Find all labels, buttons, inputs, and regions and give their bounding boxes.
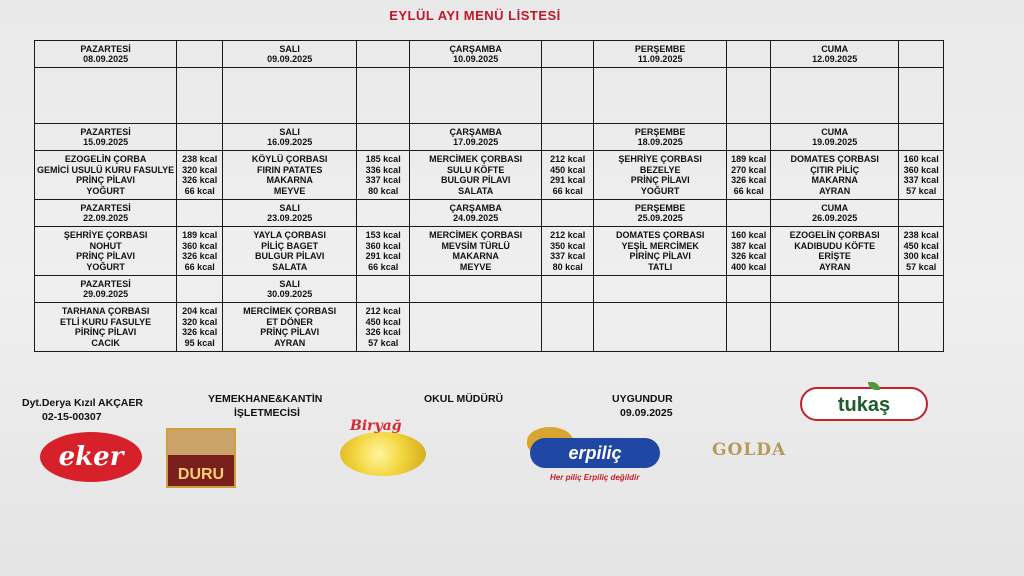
day-date: 12.09.2025 bbox=[812, 54, 858, 64]
day-date: 24.09.2025 bbox=[453, 213, 499, 223]
dish-kcal: 360 kcal bbox=[365, 240, 401, 251]
kcal-header-cell bbox=[357, 276, 410, 303]
day-header bbox=[594, 41, 727, 68]
kcal-cell bbox=[542, 303, 594, 352]
dish-name: MAKARNA bbox=[811, 175, 858, 185]
dish-name: AYRAN bbox=[819, 261, 851, 272]
kcal-header-cell bbox=[727, 124, 771, 151]
kcal-cell bbox=[357, 68, 410, 124]
duru-logo: DURU bbox=[166, 428, 236, 488]
dish-name: YEŞİL MERCİMEK bbox=[621, 240, 699, 251]
dish-name: DOMATES ÇORBASI bbox=[616, 230, 705, 240]
dish-kcal: 336 kcal bbox=[365, 164, 401, 175]
week-header-row bbox=[35, 41, 944, 68]
dish-kcal: 326 kcal bbox=[182, 327, 218, 337]
dish-kcal: 66 kcal bbox=[184, 261, 215, 272]
dish-kcal: 291 kcal bbox=[365, 251, 401, 261]
day-header bbox=[771, 276, 899, 303]
day-date: 26.09.2025 bbox=[812, 213, 858, 223]
kcal-cell bbox=[357, 227, 410, 276]
dish-name: AYRAN bbox=[274, 337, 306, 348]
erpilic-logo: erpiliç bbox=[530, 438, 660, 468]
day-name: CUMA bbox=[821, 43, 849, 54]
day-date: 10.09.2025 bbox=[453, 54, 499, 64]
dish-kcal: 350 kcal bbox=[550, 240, 586, 251]
day-header bbox=[771, 41, 899, 68]
day-date: 08.09.2025 bbox=[83, 54, 129, 64]
dish-kcal: 204 kcal bbox=[182, 306, 218, 316]
day-header bbox=[594, 200, 727, 227]
kcal-cell bbox=[899, 227, 944, 276]
day-date: 22.09.2025 bbox=[83, 213, 129, 223]
day-header bbox=[35, 124, 177, 151]
dish-kcal: 291 kcal bbox=[550, 175, 586, 185]
day-name: PERŞEMBE bbox=[634, 202, 686, 213]
dish-cell bbox=[771, 68, 899, 124]
kcal-header-cell bbox=[899, 41, 944, 68]
dish-kcal: 450 kcal bbox=[903, 240, 939, 251]
dish-kcal: 337 kcal bbox=[550, 251, 586, 261]
day-date: 23.09.2025 bbox=[267, 213, 313, 223]
dish-name: MERCİMEK ÇORBASI bbox=[429, 230, 523, 240]
day-date: 18.09.2025 bbox=[637, 137, 683, 147]
eker-logo: eker bbox=[40, 432, 142, 482]
dish-cell bbox=[410, 68, 542, 124]
dish-name: MAKARNA bbox=[452, 251, 499, 261]
dietitian-signature bbox=[22, 396, 143, 424]
dish-kcal: 400 kcal bbox=[731, 261, 767, 272]
dietitian-id: 02-15-00307 bbox=[42, 411, 102, 423]
day-name: SALI bbox=[279, 202, 300, 213]
week-dishes-row bbox=[35, 303, 944, 352]
day-name: CUMA bbox=[821, 202, 849, 213]
dish-kcal: 189 kcal bbox=[182, 230, 218, 240]
dish-name: ERİŞTE bbox=[818, 251, 851, 261]
biryag-logo-emblem bbox=[340, 432, 426, 476]
dish-cell bbox=[35, 303, 177, 352]
approval-signature bbox=[612, 392, 673, 420]
dish-cell bbox=[771, 227, 899, 276]
dish-kcal: 160 kcal bbox=[903, 154, 939, 164]
dish-kcal: 300 kcal bbox=[903, 251, 939, 261]
dish-kcal: 326 kcal bbox=[365, 327, 401, 337]
dish-kcal: 320 kcal bbox=[182, 316, 218, 327]
dish-name: PRİNÇ PİLAVI bbox=[630, 175, 690, 185]
dish-kcal: 57 kcal bbox=[906, 185, 937, 196]
dish-name: TATLI bbox=[648, 261, 673, 272]
dish-kcal: 212 kcal bbox=[365, 306, 401, 316]
dish-cell bbox=[594, 303, 727, 352]
dish-kcal: 57 kcal bbox=[906, 261, 937, 272]
kcal-header-cell bbox=[542, 41, 594, 68]
dish-kcal: 326 kcal bbox=[731, 251, 767, 261]
dish-name: GEMİCİ USULÜ KURU FASULYE bbox=[37, 164, 175, 175]
dish-name: BEZELYE bbox=[639, 164, 681, 175]
dish-name: YOĞURT bbox=[86, 185, 125, 196]
dish-cell bbox=[771, 303, 899, 352]
day-date: 09.09.2025 bbox=[267, 54, 313, 64]
day-name: PAZARTESİ bbox=[80, 43, 131, 54]
day-name: PERŞEMBE bbox=[634, 126, 686, 137]
kcal-cell bbox=[357, 151, 410, 200]
dish-name: MEVSİM TÜRLÜ bbox=[441, 240, 510, 251]
kcal-cell bbox=[357, 303, 410, 352]
dish-name: FIRIN PATATES bbox=[257, 164, 323, 175]
kcal-header-cell bbox=[899, 124, 944, 151]
dish-kcal: 337 kcal bbox=[903, 175, 939, 185]
dish-kcal: 153 kcal bbox=[365, 230, 401, 240]
dish-cell bbox=[410, 151, 542, 200]
kcal-cell bbox=[177, 303, 223, 352]
day-header bbox=[410, 41, 542, 68]
kcal-cell bbox=[177, 151, 223, 200]
kcal-header-cell bbox=[542, 276, 594, 303]
dish-cell bbox=[223, 68, 357, 124]
dish-kcal: 80 kcal bbox=[552, 261, 583, 272]
day-name: ÇARŞAMBA bbox=[449, 126, 502, 137]
day-header bbox=[35, 276, 177, 303]
dish-cell bbox=[223, 303, 357, 352]
canteen-label-2: İŞLETMECİSİ bbox=[234, 407, 300, 419]
day-date: 11.09.2025 bbox=[637, 54, 683, 64]
kcal-header-cell bbox=[727, 41, 771, 68]
dish-kcal: 326 kcal bbox=[182, 175, 218, 185]
kcal-header-cell bbox=[542, 124, 594, 151]
dish-name: AYRAN bbox=[819, 185, 851, 196]
dish-kcal: 326 kcal bbox=[182, 251, 218, 261]
dish-name: CACIK bbox=[91, 337, 120, 348]
day-header bbox=[771, 200, 899, 227]
dish-kcal: 212 kcal bbox=[550, 154, 586, 164]
dish-kcal: 95 kcal bbox=[184, 337, 215, 348]
dish-name: PRİNÇ PİLAVI bbox=[76, 251, 136, 261]
biryag-logo: Biryağ bbox=[350, 418, 402, 434]
kcal-cell bbox=[899, 303, 944, 352]
golda-logo: GOLDA bbox=[712, 440, 787, 460]
tukas-logo: tukaş bbox=[800, 387, 928, 421]
dish-name: ŞEHRİYE ÇORBASI bbox=[618, 154, 702, 164]
day-date: 19.09.2025 bbox=[812, 137, 858, 147]
dish-cell bbox=[594, 68, 727, 124]
kcal-header-cell bbox=[177, 200, 223, 227]
dish-name: ÇITIR PİLİÇ bbox=[810, 164, 860, 175]
dish-name: KADIBUDU KÖFTE bbox=[794, 240, 876, 251]
day-name: CUMA bbox=[821, 126, 849, 137]
dish-name: SALATA bbox=[272, 261, 308, 272]
dish-name: EZOGELİN ÇORBASI bbox=[789, 230, 880, 240]
week-header-row bbox=[35, 124, 944, 151]
kcal-header-cell bbox=[727, 276, 771, 303]
approved-label: UYGUNDUR bbox=[612, 393, 673, 405]
dish-name: MEYVE bbox=[459, 261, 492, 272]
day-name: PAZARTESİ bbox=[80, 278, 131, 289]
kcal-cell bbox=[899, 68, 944, 124]
dish-name: TARHANA ÇORBASI bbox=[61, 306, 150, 316]
dish-cell bbox=[35, 68, 177, 124]
kcal-cell bbox=[542, 227, 594, 276]
dish-name: YAYLA ÇORBASI bbox=[253, 230, 326, 240]
kcal-cell bbox=[177, 68, 223, 124]
day-name: SALI bbox=[279, 126, 300, 137]
kcal-header-cell bbox=[177, 41, 223, 68]
kcal-header-cell bbox=[899, 276, 944, 303]
approved-date: 09.09.2025 bbox=[620, 407, 673, 419]
day-header bbox=[594, 124, 727, 151]
day-date: 15.09.2025 bbox=[83, 137, 129, 147]
week-dishes-row bbox=[35, 68, 944, 124]
kcal-cell bbox=[542, 68, 594, 124]
day-name: ÇARŞAMBA bbox=[449, 202, 502, 213]
day-name: PERŞEMBE bbox=[634, 43, 686, 54]
day-header bbox=[410, 276, 542, 303]
dish-kcal: 66 kcal bbox=[368, 261, 399, 272]
day-header bbox=[35, 200, 177, 227]
day-date: 17.09.2025 bbox=[453, 137, 499, 147]
dish-name: PRİNÇ PİLAVI bbox=[260, 327, 320, 337]
dish-name: PİRİNÇ PİLAVI bbox=[629, 251, 691, 261]
dish-cell bbox=[223, 227, 357, 276]
day-header bbox=[594, 276, 727, 303]
canteen-signature bbox=[208, 392, 322, 420]
dish-cell bbox=[410, 303, 542, 352]
dish-name: BULGUR PİLAVI bbox=[441, 175, 511, 185]
dish-cell bbox=[410, 227, 542, 276]
dish-cell bbox=[35, 151, 177, 200]
kcal-header-cell bbox=[357, 41, 410, 68]
dish-kcal: 66 kcal bbox=[184, 185, 215, 196]
dish-name: EZOGELİN ÇORBA bbox=[64, 154, 147, 164]
dish-cell bbox=[594, 151, 727, 200]
dish-name: PRİNÇ PİLAVI bbox=[76, 175, 136, 185]
dish-kcal: 66 kcal bbox=[552, 185, 583, 196]
day-name: PAZARTESİ bbox=[80, 202, 131, 213]
dish-name: MERCİMEK ÇORBASI bbox=[243, 306, 337, 316]
dish-name: PİRİNÇ PİLAVI bbox=[74, 327, 137, 337]
week-dishes-row bbox=[35, 227, 944, 276]
dish-name: BULGUR PİLAVI bbox=[255, 251, 325, 261]
dish-name: DOMATES ÇORBASI bbox=[790, 154, 879, 164]
dish-name: SALATA bbox=[458, 185, 494, 196]
dish-name: YOĞURT bbox=[86, 261, 125, 272]
dish-name: SULU KÖFTE bbox=[446, 164, 505, 175]
dish-name: MERCİMEK ÇORBASI bbox=[429, 154, 523, 164]
menu-table bbox=[34, 40, 944, 352]
kcal-cell bbox=[177, 227, 223, 276]
canteen-label-1: YEMEKHANE&KANTİN bbox=[208, 393, 323, 405]
kcal-header-cell bbox=[357, 200, 410, 227]
dish-name: ŞEHRİYE ÇORBASI bbox=[63, 230, 148, 240]
kcal-header-cell bbox=[357, 124, 410, 151]
dish-kcal: 80 kcal bbox=[368, 185, 399, 196]
menu-title: EYLÜL AYI MENÜ LİSTESİ bbox=[389, 8, 561, 23]
kcal-cell bbox=[727, 151, 771, 200]
week-dishes-row bbox=[35, 151, 944, 200]
dish-cell bbox=[771, 151, 899, 200]
day-date: 16.09.2025 bbox=[267, 137, 313, 147]
dish-name: KÖYLÜ ÇORBASI bbox=[251, 154, 328, 164]
day-name: SALI bbox=[279, 43, 300, 54]
dish-kcal: 160 kcal bbox=[731, 230, 767, 240]
day-date: 29.09.2025 bbox=[83, 289, 129, 299]
day-name: PAZARTESİ bbox=[80, 126, 131, 137]
day-name: ÇARŞAMBA bbox=[449, 43, 502, 54]
dish-cell bbox=[594, 227, 727, 276]
day-date: 30.09.2025 bbox=[267, 289, 313, 299]
day-header bbox=[410, 200, 542, 227]
dietitian-name: Dyt.Derya Kızıl AKÇAER bbox=[22, 397, 143, 409]
day-header bbox=[35, 41, 177, 68]
dish-cell bbox=[35, 227, 177, 276]
day-header bbox=[223, 41, 357, 68]
day-header bbox=[410, 124, 542, 151]
dish-kcal: 189 kcal bbox=[731, 154, 767, 164]
dish-kcal: 238 kcal bbox=[182, 154, 218, 164]
kcal-cell bbox=[727, 68, 771, 124]
dish-kcal: 360 kcal bbox=[903, 164, 939, 175]
day-header bbox=[771, 124, 899, 151]
principal-label: OKUL MÜDÜRÜ bbox=[424, 393, 504, 405]
week-header-row bbox=[35, 276, 944, 303]
dish-kcal: 337 kcal bbox=[365, 175, 401, 185]
dish-name: MAKARNA bbox=[266, 175, 313, 185]
day-header bbox=[223, 200, 357, 227]
week-header-row bbox=[35, 200, 944, 227]
dish-kcal: 320 kcal bbox=[182, 164, 218, 175]
dish-kcal: 450 kcal bbox=[365, 316, 401, 327]
kcal-cell bbox=[899, 151, 944, 200]
dish-name: ETLİ KURU FASULYE bbox=[60, 316, 152, 327]
day-header bbox=[223, 276, 357, 303]
kcal-header-cell bbox=[542, 200, 594, 227]
day-header bbox=[223, 124, 357, 151]
dish-name: NOHUT bbox=[89, 240, 122, 251]
kcal-header-cell bbox=[727, 200, 771, 227]
kcal-header-cell bbox=[177, 124, 223, 151]
dish-name: MEYVE bbox=[273, 185, 306, 196]
dish-kcal: 185 kcal bbox=[365, 154, 401, 164]
dish-name: YOĞURT bbox=[640, 185, 680, 196]
dish-name: PİLİÇ BAGET bbox=[261, 240, 319, 251]
dish-kcal: 450 kcal bbox=[550, 164, 586, 175]
kcal-cell bbox=[727, 303, 771, 352]
dish-cell bbox=[223, 151, 357, 200]
kcal-cell bbox=[542, 151, 594, 200]
dish-kcal: 387 kcal bbox=[731, 240, 767, 251]
day-date: 25.09.2025 bbox=[637, 213, 683, 223]
dish-kcal: 326 kcal bbox=[731, 175, 767, 185]
erpilic-slogan: Her piliç Erpiliç değildir bbox=[550, 473, 640, 482]
dish-name: ET DÖNER bbox=[266, 316, 313, 327]
dish-kcal: 66 kcal bbox=[733, 185, 764, 196]
dish-kcal: 212 kcal bbox=[550, 230, 586, 240]
kcal-header-cell bbox=[899, 200, 944, 227]
dish-kcal: 360 kcal bbox=[182, 240, 218, 251]
dish-kcal: 57 kcal bbox=[368, 337, 399, 348]
kcal-cell bbox=[727, 227, 771, 276]
dish-kcal: 270 kcal bbox=[731, 164, 767, 175]
dish-kcal: 238 kcal bbox=[903, 230, 939, 240]
day-name: SALI bbox=[279, 278, 300, 289]
kcal-header-cell bbox=[177, 276, 223, 303]
